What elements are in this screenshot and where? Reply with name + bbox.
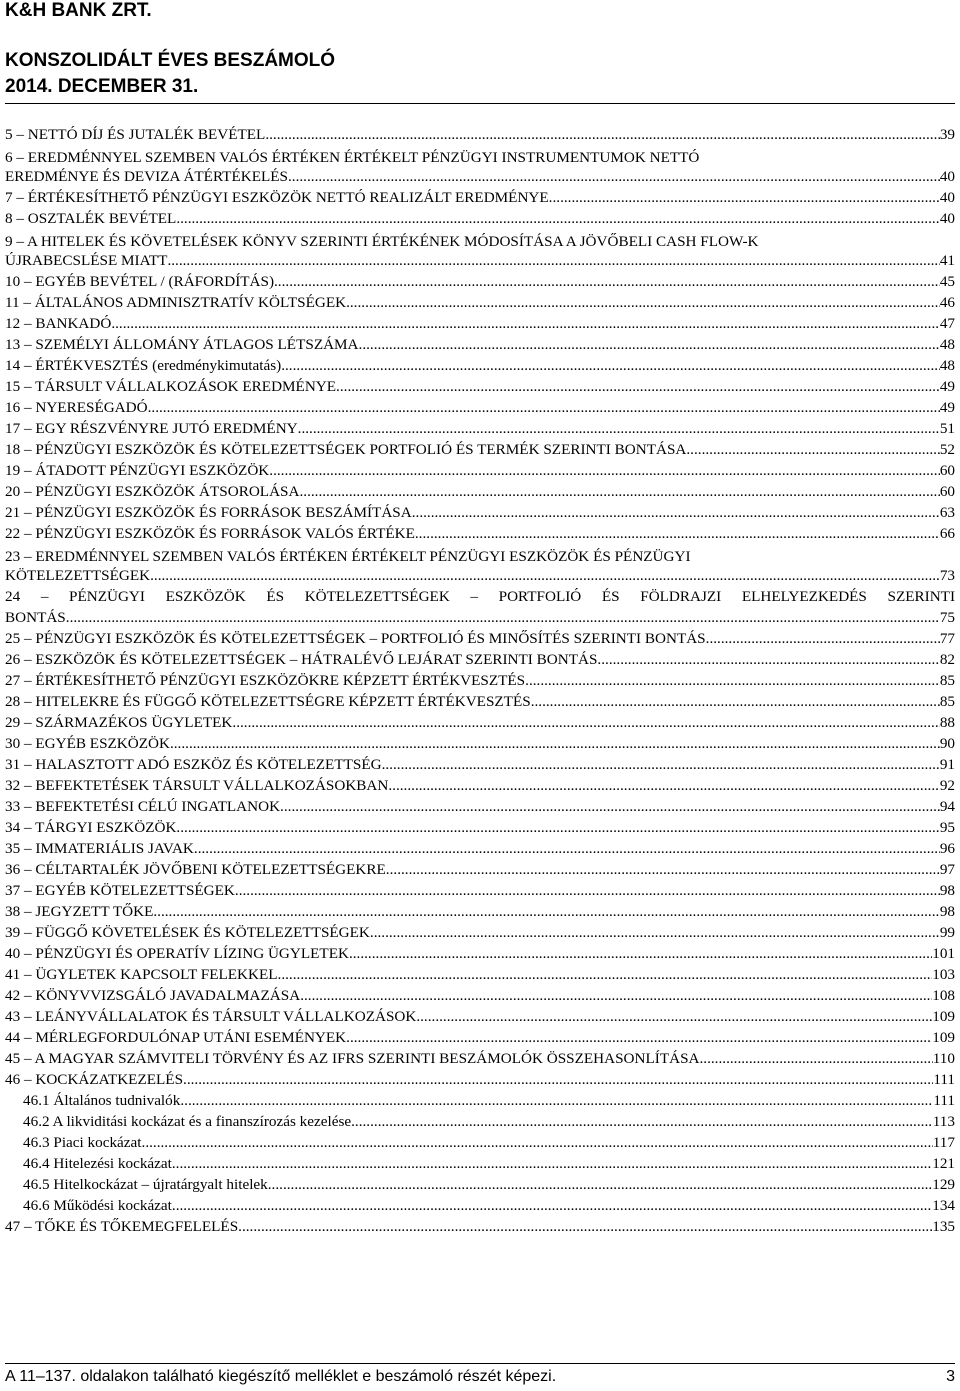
toc-entry[interactable]: [5, 735, 955, 756]
toc-entry[interactable]: [5, 294, 955, 315]
toc-subentry[interactable]: [5, 1155, 955, 1176]
toc-entry[interactable]: [5, 315, 955, 336]
table-of-contents: [5, 126, 955, 1239]
toc-entry[interactable]: [5, 672, 955, 693]
dot-leader: [281, 357, 940, 375]
footer-divider: [5, 1363, 955, 1364]
toc-entry-title: 8 – OSZTALÉK BEVÉTEL: [5, 210, 177, 227]
toc-text-line: 23 – EREDMÉNNYEL SZEMBEN VALÓS ÉRTÉKEN ÉRTÉKELT PÉNZÜGYI ESZKÖZÖK ÉS PÉNZÜGYI: [5, 548, 691, 565]
dot-leader: [388, 777, 939, 795]
toc-entry-title: 46.4 Hitelezési kockázat: [23, 1155, 172, 1172]
header-divider: [5, 103, 955, 104]
dot-leader: [111, 315, 940, 333]
toc-entry[interactable]: [5, 357, 955, 378]
toc-page-number: 117: [932, 1134, 955, 1151]
toc-entry-title: 25 – PÉNZÜGYI ESZKÖZÖK ÉS KÖTELEZETTSÉGEK – PORTFOLIÓ ÉS MINŐSÍTÉS SZERINTI BONTÁS: [5, 630, 706, 647]
toc-entry[interactable]: [5, 189, 955, 210]
dot-leader: [531, 693, 940, 711]
toc-entry[interactable]: [5, 420, 955, 441]
toc-page-number: 77: [939, 630, 955, 647]
toc-entry-title: 38 – JEGYZETT TŐKE: [5, 903, 154, 920]
dot-leader: [686, 441, 939, 459]
dot-leader: [349, 945, 932, 963]
toc-page-number: 121: [932, 1155, 955, 1172]
toc-entry[interactable]: [5, 252, 955, 273]
toc-page-number: 99: [939, 924, 955, 941]
toc-entry-title: 43 – LEÁNYVÁLLALATOK ÉS TÁRSULT VÁLLALKOZÁSOK: [5, 1008, 417, 1025]
toc-page-number: 40: [939, 189, 955, 206]
toc-page-number: 40: [939, 210, 955, 227]
toc-entry-title: 41 – ÜGYLETEK KAPCSOLT FELEKKEL: [5, 966, 278, 983]
toc-subentry[interactable]: [5, 1134, 955, 1155]
toc-entry[interactable]: [5, 924, 955, 945]
toc-entry-title: 13 – SZEMÉLYI ÁLLOMÁNY ÁTLAGOS LÉTSZÁMA: [5, 336, 359, 353]
toc-entry[interactable]: [5, 525, 955, 546]
toc-entry-title: 5 – NETTÓ DÍJ ÉS JUTALÉK BEVÉTEL: [5, 126, 266, 143]
toc-entry-title: 34 – TÁRGYI ESZKÖZÖK: [5, 819, 177, 836]
toc-page-number: 51: [939, 420, 955, 437]
toc-page-number: 95: [939, 819, 955, 836]
dot-leader: [235, 882, 940, 900]
toc-page-number: 48: [939, 357, 955, 374]
toc-page-number: 90: [939, 735, 955, 752]
toc-page-number: 49: [939, 399, 955, 416]
toc-entry[interactable]: [5, 1050, 955, 1071]
toc-entry[interactable]: [5, 714, 955, 735]
toc-page-number: 46: [939, 294, 955, 311]
dot-leader: [142, 1134, 933, 1152]
toc-entry[interactable]: [5, 1008, 955, 1029]
dot-leader: [274, 273, 940, 291]
toc-entry[interactable]: [5, 630, 955, 651]
toc-entry-title: 26 – ESZKÖZÖK ÉS KÖTELEZETTSÉGEK – HÁTRALÉVŐ LEJÁRAT SZERINTI BONTÁS: [5, 651, 598, 668]
dot-leader: [238, 1218, 932, 1236]
toc-entry-title: 19 – ÁTADOTT PÉNZÜGYI ESZKÖZÖK: [5, 462, 270, 479]
toc-entry-title: 31 – HALASZTOTT ADÓ ESZKÖZ ÉS KÖTELEZETTSÉG: [5, 756, 382, 773]
toc-entry[interactable]: [5, 861, 955, 882]
dot-leader: [597, 651, 939, 669]
dot-leader: [278, 966, 933, 984]
toc-entry-title: 47 – TŐKE ÉS TŐKEMEGFELELÉS: [5, 1218, 239, 1235]
toc-entry[interactable]: [5, 483, 955, 504]
toc-subentry[interactable]: [5, 1197, 955, 1218]
toc-entry-title: EREDMÉNYE ÉS DEVIZA ÁTÉRTÉKELÉS: [5, 168, 288, 185]
company-name: K&H BANK ZRT.: [5, 0, 152, 21]
dot-leader: [525, 672, 940, 690]
toc-entry[interactable]: [5, 567, 955, 588]
toc-page-number: 108: [932, 987, 955, 1004]
toc-page-number: 109: [932, 1008, 955, 1025]
toc-entry-title: 35 – IMMATERIÁLIS JAVAK: [5, 840, 194, 857]
toc-entry[interactable]: [5, 966, 955, 987]
dot-leader: [382, 756, 940, 774]
toc-entry[interactable]: [5, 504, 955, 525]
dot-leader: [176, 210, 940, 228]
toc-page-number: 48: [939, 336, 955, 353]
dot-leader: [167, 252, 939, 270]
dot-leader: [299, 483, 939, 501]
toc-entry[interactable]: [5, 798, 955, 819]
toc-entry[interactable]: [5, 168, 955, 189]
toc-entry[interactable]: [5, 882, 955, 903]
dot-leader: [288, 168, 940, 186]
toc-entry-title: 16 – NYERESÉGADÓ: [5, 399, 148, 416]
toc-entry-title: 14 – ÉRTÉKVESZTÉS (eredménykimutatás): [5, 357, 282, 374]
toc-page-number: 75: [939, 609, 955, 626]
toc-entry[interactable]: [5, 987, 955, 1008]
dot-leader: [265, 126, 940, 144]
toc-page-number: 111: [933, 1071, 955, 1088]
toc-entry-title: 24 – PÉNZÜGYI ESZKÖZÖK ÉS KÖTELEZETTSÉGEK – PORTFOLIÓ ÉS FÖLDRAJZI ELHELYEZKEDÉS SZERINTI: [5, 588, 955, 605]
toc-page-number: 103: [932, 966, 955, 983]
toc-entry-title: 12 – BANKADÓ: [5, 315, 112, 332]
dot-leader: [280, 798, 940, 816]
toc-page-number: 60: [939, 462, 955, 479]
dot-leader: [370, 924, 940, 942]
toc-page-number: 73: [939, 567, 955, 584]
dot-leader: [706, 630, 940, 648]
report-title: KONSZOLIDÁLT ÉVES BESZÁMOLÓ: [5, 50, 336, 71]
toc-entry[interactable]: [5, 693, 955, 714]
toc-entry[interactable]: [5, 945, 955, 966]
toc-entry[interactable]: [5, 840, 955, 861]
toc-entry-title: 18 – PÉNZÜGYI ESZKÖZÖK ÉS KÖTELEZETTSÉGEK PORTFOLIÓ ÉS TERMÉK SZERINTI BONTÁSA: [5, 441, 687, 458]
toc-entry[interactable]: [5, 462, 955, 483]
toc-entry-title: 17 – EGY RÉSZVÉNYRE JUTÓ EREDMÉNY: [5, 420, 298, 437]
toc-page-number: 129: [932, 1176, 955, 1193]
toc-page-number: 92: [939, 777, 955, 794]
dot-leader: [170, 735, 940, 753]
toc-page-number: 98: [939, 882, 955, 899]
toc-entry-title: KÖTELEZETTSÉGEK: [5, 567, 151, 584]
toc-entry-title: 30 – EGYÉB ESZKÖZÖK: [5, 735, 170, 752]
toc-entry-title: 29 – SZÁRMAZÉKOS ÜGYLETEK: [5, 714, 233, 731]
toc-page-number: 60: [939, 483, 955, 500]
dot-leader: [300, 987, 932, 1005]
toc-entry[interactable]: [5, 273, 955, 294]
dot-leader: [549, 189, 940, 207]
toc-entry-title: 42 – KÖNYVVIZSGÁLÓ JAVADALMAZÁSA: [5, 987, 301, 1004]
dot-leader: [150, 567, 940, 585]
dot-leader: [66, 609, 940, 627]
toc-entry-title: 33 – BEFEKTETÉSI CÉLÚ INGATLANOK: [5, 798, 281, 815]
toc-entry-title: 22 – PÉNZÜGYI ESZKÖZÖK ÉS FORRÁSOK VALÓS ÉRTÉKE: [5, 525, 415, 542]
dot-leader: [148, 399, 940, 417]
dot-leader: [172, 1155, 932, 1173]
toc-text-line: 9 – A HITELEK ÉS KÖVETELÉSEK KÖNYV SZERINTI ÉRTÉKÉNEK MÓDOSÍTÁSA A JÖVŐBELI CASH FLOW-K: [5, 233, 759, 250]
toc-entry-title: 46.5 Hitelkockázat – újratárgyalt hitelek: [23, 1176, 268, 1193]
toc-page-number: 113: [932, 1113, 955, 1130]
toc-entry[interactable]: [5, 651, 955, 672]
toc-entry[interactable]: [5, 336, 955, 357]
toc-entry-title: 27 – ÉRTÉKESÍTHETŐ PÉNZÜGYI ESZKÖZÖKRE KÉPZETT ÉRTÉKVESZTÉS: [5, 672, 526, 689]
toc-page-number: 94: [939, 798, 955, 815]
toc-page-number: 41: [939, 252, 955, 269]
toc-entry[interactable]: [5, 441, 955, 462]
footer-note: A 11–137. oldalakon található kiegészítő melléklet e beszámoló részét képezi.: [5, 1368, 557, 1385]
toc-page-number: 45: [939, 273, 955, 290]
toc-page-number: 96: [939, 840, 955, 857]
toc-entry-title: 28 – HITELEKRE ÉS FÜGGŐ KÖTELEZETTSÉGRE KÉPZETT ÉRTÉKVESZTÉS: [5, 693, 531, 710]
toc-entry[interactable]: [5, 1071, 955, 1092]
dot-leader: [153, 903, 939, 921]
toc-entry-title: 37 – EGYÉB KÖTELEZETTSÉGEK: [5, 882, 235, 899]
toc-entry[interactable]: [5, 1218, 955, 1239]
dot-leader: [386, 861, 940, 879]
toc-entry-title: 20 – PÉNZÜGYI ESZKÖZÖK ÁTSOROLÁSA: [5, 483, 300, 500]
toc-entry[interactable]: [5, 903, 955, 924]
dot-leader: [172, 1197, 932, 1215]
dot-leader: [415, 525, 940, 543]
dot-leader: [232, 714, 939, 732]
toc-entry[interactable]: [5, 126, 955, 147]
dot-leader: [269, 462, 940, 480]
toc-entry[interactable]: [5, 756, 955, 777]
page-number: 3: [946, 1368, 955, 1385]
toc-page-number: 47: [939, 315, 955, 332]
dot-leader: [298, 420, 940, 438]
dot-leader: [176, 819, 939, 837]
toc-entry-title: 39 – FÜGGŐ KÖVETELÉSEK ÉS KÖTELEZETTSÉGEK: [5, 924, 370, 941]
toc-page-number: 82: [939, 651, 955, 668]
toc-entry[interactable]: [5, 210, 955, 231]
toc-entry-title: 7 – ÉRTÉKESÍTHETŐ PÉNZÜGYI ESZKÖZÖK NETTÓ REALIZÁLT EREDMÉNYE: [5, 189, 549, 206]
toc-entry[interactable]: [5, 777, 955, 798]
toc-page-number: 49: [939, 378, 955, 395]
dot-leader: [699, 1050, 932, 1068]
toc-entry[interactable]: [5, 378, 955, 399]
dot-leader: [346, 294, 940, 312]
dot-leader: [346, 1029, 932, 1047]
toc-page-number: 135: [932, 1218, 955, 1235]
dot-leader: [412, 504, 940, 522]
toc-page-number: 111: [933, 1092, 955, 1109]
toc-page-number: 91: [939, 756, 955, 773]
toc-entry-title: 36 – CÉLTARTALÉK JÖVŐBENI KÖTELEZETTSÉGEKRE: [5, 861, 386, 878]
toc-entry[interactable]: [5, 609, 955, 630]
toc-page-number: 109: [932, 1029, 955, 1046]
toc-entry-title: 21 – PÉNZÜGYI ESZKÖZÖK ÉS FORRÁSOK BESZÁMÍTÁSA: [5, 504, 412, 521]
toc-page-number: 39: [939, 126, 955, 143]
toc-page-number: 63: [939, 504, 955, 521]
toc-page-number: 134: [932, 1197, 955, 1214]
toc-entry-title: 11 – ÁLTALÁNOS ADMINISZTRATÍV KÖLTSÉGEK: [5, 294, 347, 311]
toc-entry-title: BONTÁS: [5, 609, 66, 626]
toc-page-number: 110: [932, 1050, 955, 1067]
toc-page-number: 85: [939, 672, 955, 689]
report-date: 2014. DECEMBER 31.: [5, 76, 199, 97]
toc-page-number: 88: [939, 714, 955, 731]
toc-page-number: 101: [932, 945, 955, 962]
toc-entry-title: 32 – BEFEKTETÉSEK TÁRSULT VÁLLALKOZÁSOKBAN: [5, 777, 389, 794]
toc-page-number: 52: [939, 441, 955, 458]
dot-leader: [359, 336, 940, 354]
toc-page-number: 66: [939, 525, 955, 542]
toc-entry-title: 46 – KOCKÁZATKEZELÉS: [5, 1071, 184, 1088]
toc-text-line: 6 – EREDMÉNNYEL SZEMBEN VALÓS ÉRTÉKEN ÉRTÉKELT PÉNZÜGYI INSTRUMENTUMOK NETTÓ: [5, 149, 700, 166]
toc-entry-title: 46.1 Általános tudnivalók: [23, 1092, 181, 1109]
toc-entry[interactable]: [5, 1029, 955, 1050]
toc-entry-title: 15 – TÁRSULT VÁLLALKOZÁSOK EREDMÉNYE: [5, 378, 337, 395]
toc-entry-title: 40 – PÉNZÜGYI ÉS OPERATÍV LÍZING ÜGYLETEK: [5, 945, 349, 962]
dot-leader: [336, 378, 940, 396]
toc-subentry[interactable]: [5, 1176, 955, 1197]
toc-page-number: 97: [939, 861, 955, 878]
toc-entry-title: 46.2 A likviditási kockázat és a finanszírozás kezelése: [23, 1113, 352, 1130]
dot-leader: [180, 1092, 933, 1110]
toc-page-number: 98: [939, 903, 955, 920]
toc-entry-title: 46.6 Működési kockázat: [23, 1197, 172, 1214]
toc-entry-title: 10 – EGYÉB BEVÉTEL / (RÁFORDÍTÁS): [5, 273, 274, 290]
toc-entry-title: 45 – A MAGYAR SZÁMVITELI TÖRVÉNY ÉS AZ IFRS SZERINTI BESZÁMOLÓK ÖSSZEHASONLÍTÁSA: [5, 1050, 700, 1067]
dot-leader: [183, 1071, 933, 1089]
toc-subentry[interactable]: [5, 1092, 955, 1113]
toc-page-number: 85: [939, 693, 955, 710]
toc-entry-title: ÚJRABECSLÉSE MIATT: [5, 252, 168, 269]
toc-entry-title: 44 – MÉRLEGFORDULÓNAP UTÁNI ESEMÉNYEK: [5, 1029, 347, 1046]
toc-subentry[interactable]: [5, 1113, 955, 1134]
toc-entry-title: 46.3 Piaci kockázat: [23, 1134, 142, 1151]
toc-text-line: [5, 588, 955, 609]
toc-entry[interactable]: [5, 399, 955, 420]
dot-leader: [268, 1176, 932, 1194]
dot-leader: [351, 1113, 933, 1131]
toc-page-number: 40: [939, 168, 955, 185]
toc-entry[interactable]: [5, 819, 955, 840]
dot-leader: [194, 840, 940, 858]
dot-leader: [416, 1008, 932, 1026]
